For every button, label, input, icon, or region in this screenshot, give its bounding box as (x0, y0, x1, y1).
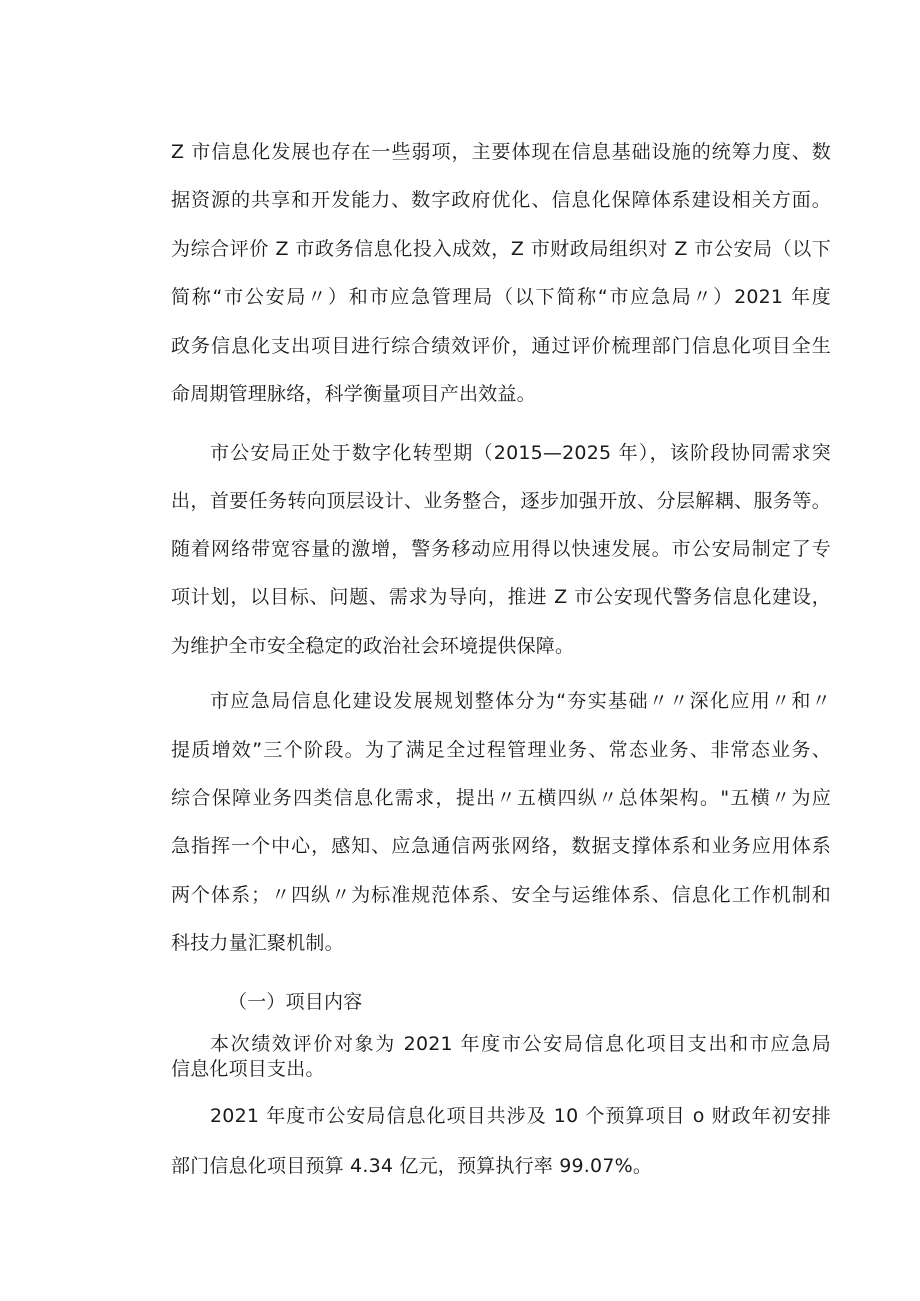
text-line: Z 市信息化发展也存在一些弱项，主要体现在信息基础设施的统筹力度、数 (171, 141, 831, 163)
text-line: 科技力量汇聚机制。 (171, 932, 344, 954)
text-line: 综合保障业务四类信息化需求，提出〃五横四纵〃总体架构。"五横〃为应 (171, 787, 831, 809)
text-line: 政务信息化支出项目进行综合绩效评价，通过评价梳理部门信息化项目全生 (171, 335, 831, 357)
text-line: 简称“市公安局〃）和市应急管理局（以下简称“市应急局〃）2021 年度 (171, 286, 831, 308)
text-line: 本次绩效评价对象为 2021 年度市公安局信息化项目支出和市应急局 (210, 1033, 831, 1055)
section-heading: （一）项目内容 (228, 991, 363, 1013)
text-line: 为综合评价 Z 市政务信息化投入成效，Z 市财政局组织对 Z 市公安局（以下 (171, 238, 831, 260)
text-line: 两个体系；〃四纵〃为标准规范体系、安全与运维体系、信息化工作机制和 (171, 884, 831, 906)
text-line: 项计划，以目标、问题、需求为导向，推进 Z 市公安现代警务信息化建设， (171, 586, 831, 608)
text-line: 市公安局正处于数字化转型期（2015—2025 年），该阶段协同需求突 (210, 442, 831, 464)
text-line: 据资源的共享和开发能力、数字政府优化、信息化保障体系建设相关方面。 (171, 189, 831, 211)
text-line: 出，首要任务转向顶层设计、业务整合，逐步加强开放、分层解耦、服务等。 (171, 490, 831, 512)
text-line: 信息化项目支出。 (171, 1058, 325, 1080)
text-line: 命周期管理脉络，科学衡量项目产出效益。 (171, 383, 536, 405)
text-line: 为维护全市安全稳定的政治社会环境提供保障。 (171, 635, 575, 657)
text-line: 提质增效”三个阶段。为了满足全过程管理业务、常态业务、非常态业务、 (171, 739, 831, 761)
text-line: 急指挥一个中心，感知、应急通信两张网络，数据支撑体系和业务应用体系 (171, 835, 831, 857)
text-line: 市应急局信息化建设发展规划整体分为“夯实基础〃〃深化应用〃和〃 (210, 690, 831, 712)
text-line: 部门信息化项目预算 4.34 亿元，预算执行率 99.07%。 (171, 1155, 653, 1177)
text-line: 2021 年度市公安局信息化项目共涉及 10 个预算项目 o 财政年初安排 (210, 1105, 831, 1127)
text-line: 随着网络带宽容量的激增，警务移动应用得以快速发展。市公安局制定了专 (171, 538, 831, 560)
